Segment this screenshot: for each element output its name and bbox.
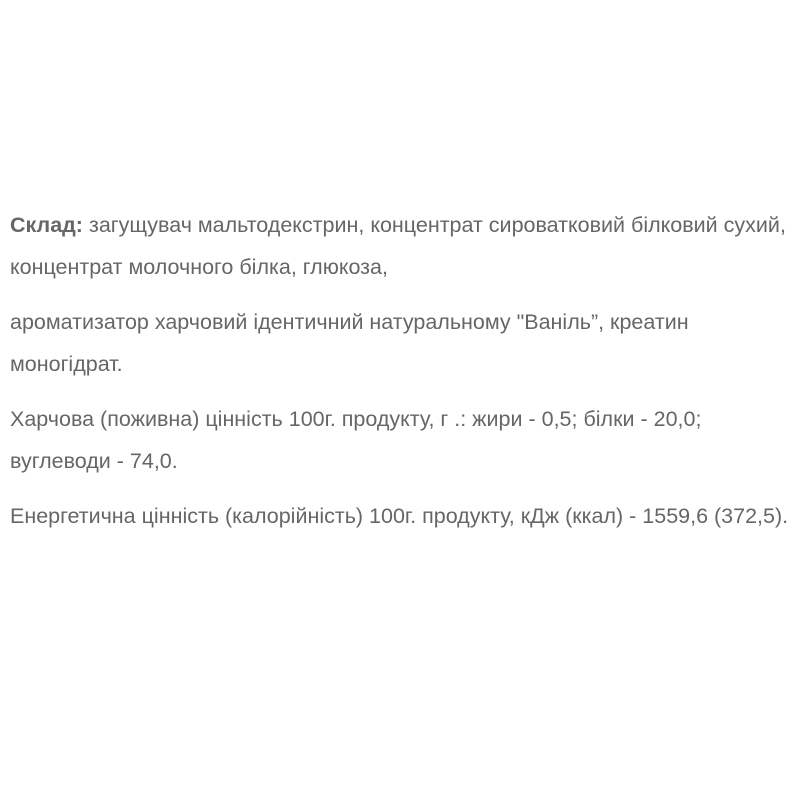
composition-label: Склад: <box>10 213 83 237</box>
nutrition-paragraph: Харчова (поживна) цінність 100г. продукту, г .: жири - 0,5; білки - 20,0; вуглеводи - 74,0. <box>10 407 702 473</box>
energy-paragraph: Енергетична цінність (калорійність) 100г. продукту, кДж (ккал) - 1559,6 (372,5). <box>10 504 789 528</box>
product-description <box>10 204 795 550</box>
composition-paragraph <box>10 204 795 288</box>
composition-text: загущувач мальтодекстрин, концентрат сироватковий білковий сухий, концентрат молочного білка, глюкоза, <box>10 213 786 279</box>
flavoring-paragraph: ароматизатор харчовий ідентичний натуральному "Ваніль”, креатин моногідрат. <box>10 310 689 376</box>
